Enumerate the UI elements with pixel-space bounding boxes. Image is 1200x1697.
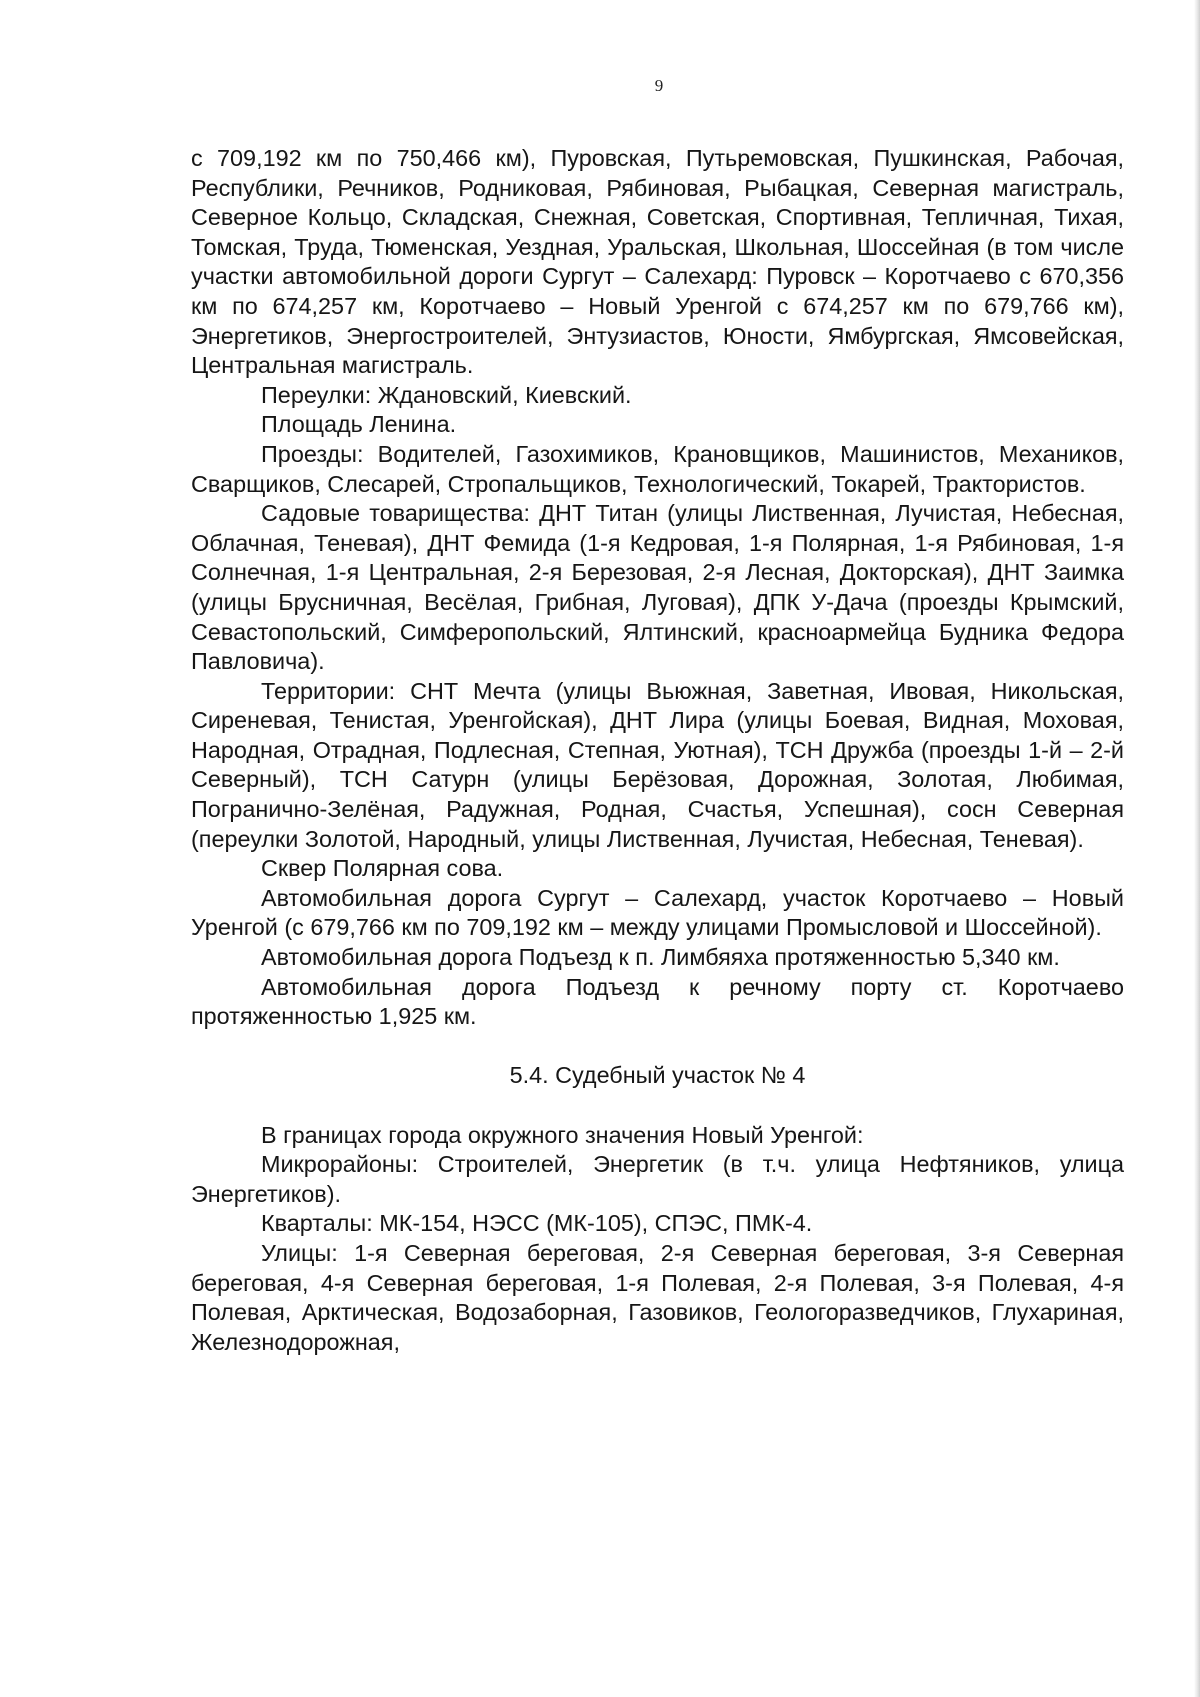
page-number: 9 — [654, 76, 664, 95]
paragraph-city-boundaries: В границах города окружного значения Новый Уренгой: — [261, 1121, 864, 1148]
paragraph-quarters: Кварталы: МК-154, НЭСС (МК-105), СПЭС, ПМК-4. — [261, 1210, 813, 1237]
paragraph-streets: Улицы: 1-я Северная береговая, 2-я Северная береговая, 3-я Северная береговая, 4-я Северная береговая, 1-я Полевая, 2-я Полевая, 3-я Полевая, 4-я Полевая, Арктическая, Водозаборная, Газовиков, Геологоразведчиков, Глухариная, Железнодорожная, — [191, 1239, 1124, 1355]
paragraph-garden-associations: Садовые товарищества: ДНТ Титан (улицы Лиственная, Лучистая, Небесная, Облачная, Теневая), ДНТ Фемида (1-я Кедровая, 1-я Полярная, 1-я Рябиновая, 1-я Солнечная, 1-я Центральная, 2-я Березовая, 2-я Лесная, Докторская), ДНТ Заимка (улицы Брусничная, Весёлая, Грибная, Луговая), ДПК У-Дача (проезды Крымский, Севастопольский, Симферопольский, Ялтинский, красноармейца Будника Федора Павловича). — [191, 500, 1124, 675]
paragraph-lanes: Переулки: Ждановский, Киевский. — [261, 381, 632, 408]
paragraph-passages: Проезды: Водителей, Газохимиков, Крановщиков, Машинистов, Механиков, Сварщиков, Слесарей, Стропальщиков, Технологический, Токарей, Трактористов. — [191, 440, 1124, 497]
paragraph-limbyayakha-road: Автомобильная дорога Подъезд к п. Лимбяяха протяженностью 5,340 км. — [261, 944, 1060, 971]
paragraph-microdistricts: Микрорайоны: Строителей, Энергетик (в т.ч. улица Нефтяников, улица Энергетиков). — [191, 1151, 1124, 1207]
paragraph-river-port-road: Автомобильная дорога Подъезд к речному порту ст. Коротчаево протяженностью 1,925 км. — [191, 973, 1124, 1030]
page-edge-shadow — [1194, 0, 1200, 1697]
paragraph-highway-section: Автомобильная дорога Сургут – Салехард, участок Коротчаево – Новый Уренгой (с 679,766 км по 709,192 км – между улицами Промысловой и Шоссейной). — [191, 884, 1124, 941]
paragraph-territories: Территории: СНТ Мечта (улицы Вьюжная, Заветная, Ивовая, Никольская, Сиреневая, Тенистая, Уренгойская), ДНТ Лира (улицы Боевая, Видная, Моховая, Народная, Отрадная, Подлесная, Степная, Уютная), ТСН Дружба (проезды 1-й – 2-й Северный), ТСН Сатурн (улицы Берёзовая, Дорожная, Золотая, Любимая, Погранично-Зелёная, Радужная, Родная, Счастья, Успешная), сосн Северная (переулки Золотой, Народный, улицы Лиственная, Лучистая, Небесная, Теневая). — [191, 677, 1124, 852]
paragraph-streets-continued: с 709,192 км по 750,466 км), Пуровская, Путьремовская, Пушкинская, Рабочая, Республики, Речников, Родниковая, Рябиновая, Рыбацкая, Северная магистраль, Северное Кольцо, Складская, Снежная, Советская, Спортивная, Тепличная, Тихая, Томская, Труда, Тюменская, Уездная, Уральская, Школьная, Шоссейная (в том числе участки автомобильной дороги Сургут – Салехард: Пуровск – Коротчаево с 670,356 км по 674,257 км, Коротчаево – Новый Уренгой с 674,257 км по 679,766 км), Энергетиков, Энергостроителей, Энтузиастов, Юности, Ямбургская, Ямсовейская, Центральная магистраль. — [191, 145, 1124, 379]
document-body — [191, 144, 1124, 1357]
section-heading: 5.4. Судебный участок № 4 — [509, 1062, 806, 1089]
paragraph-square: Площадь Ленина. — [261, 411, 457, 438]
paragraph-public-garden: Сквер Полярная сова. — [261, 855, 504, 882]
